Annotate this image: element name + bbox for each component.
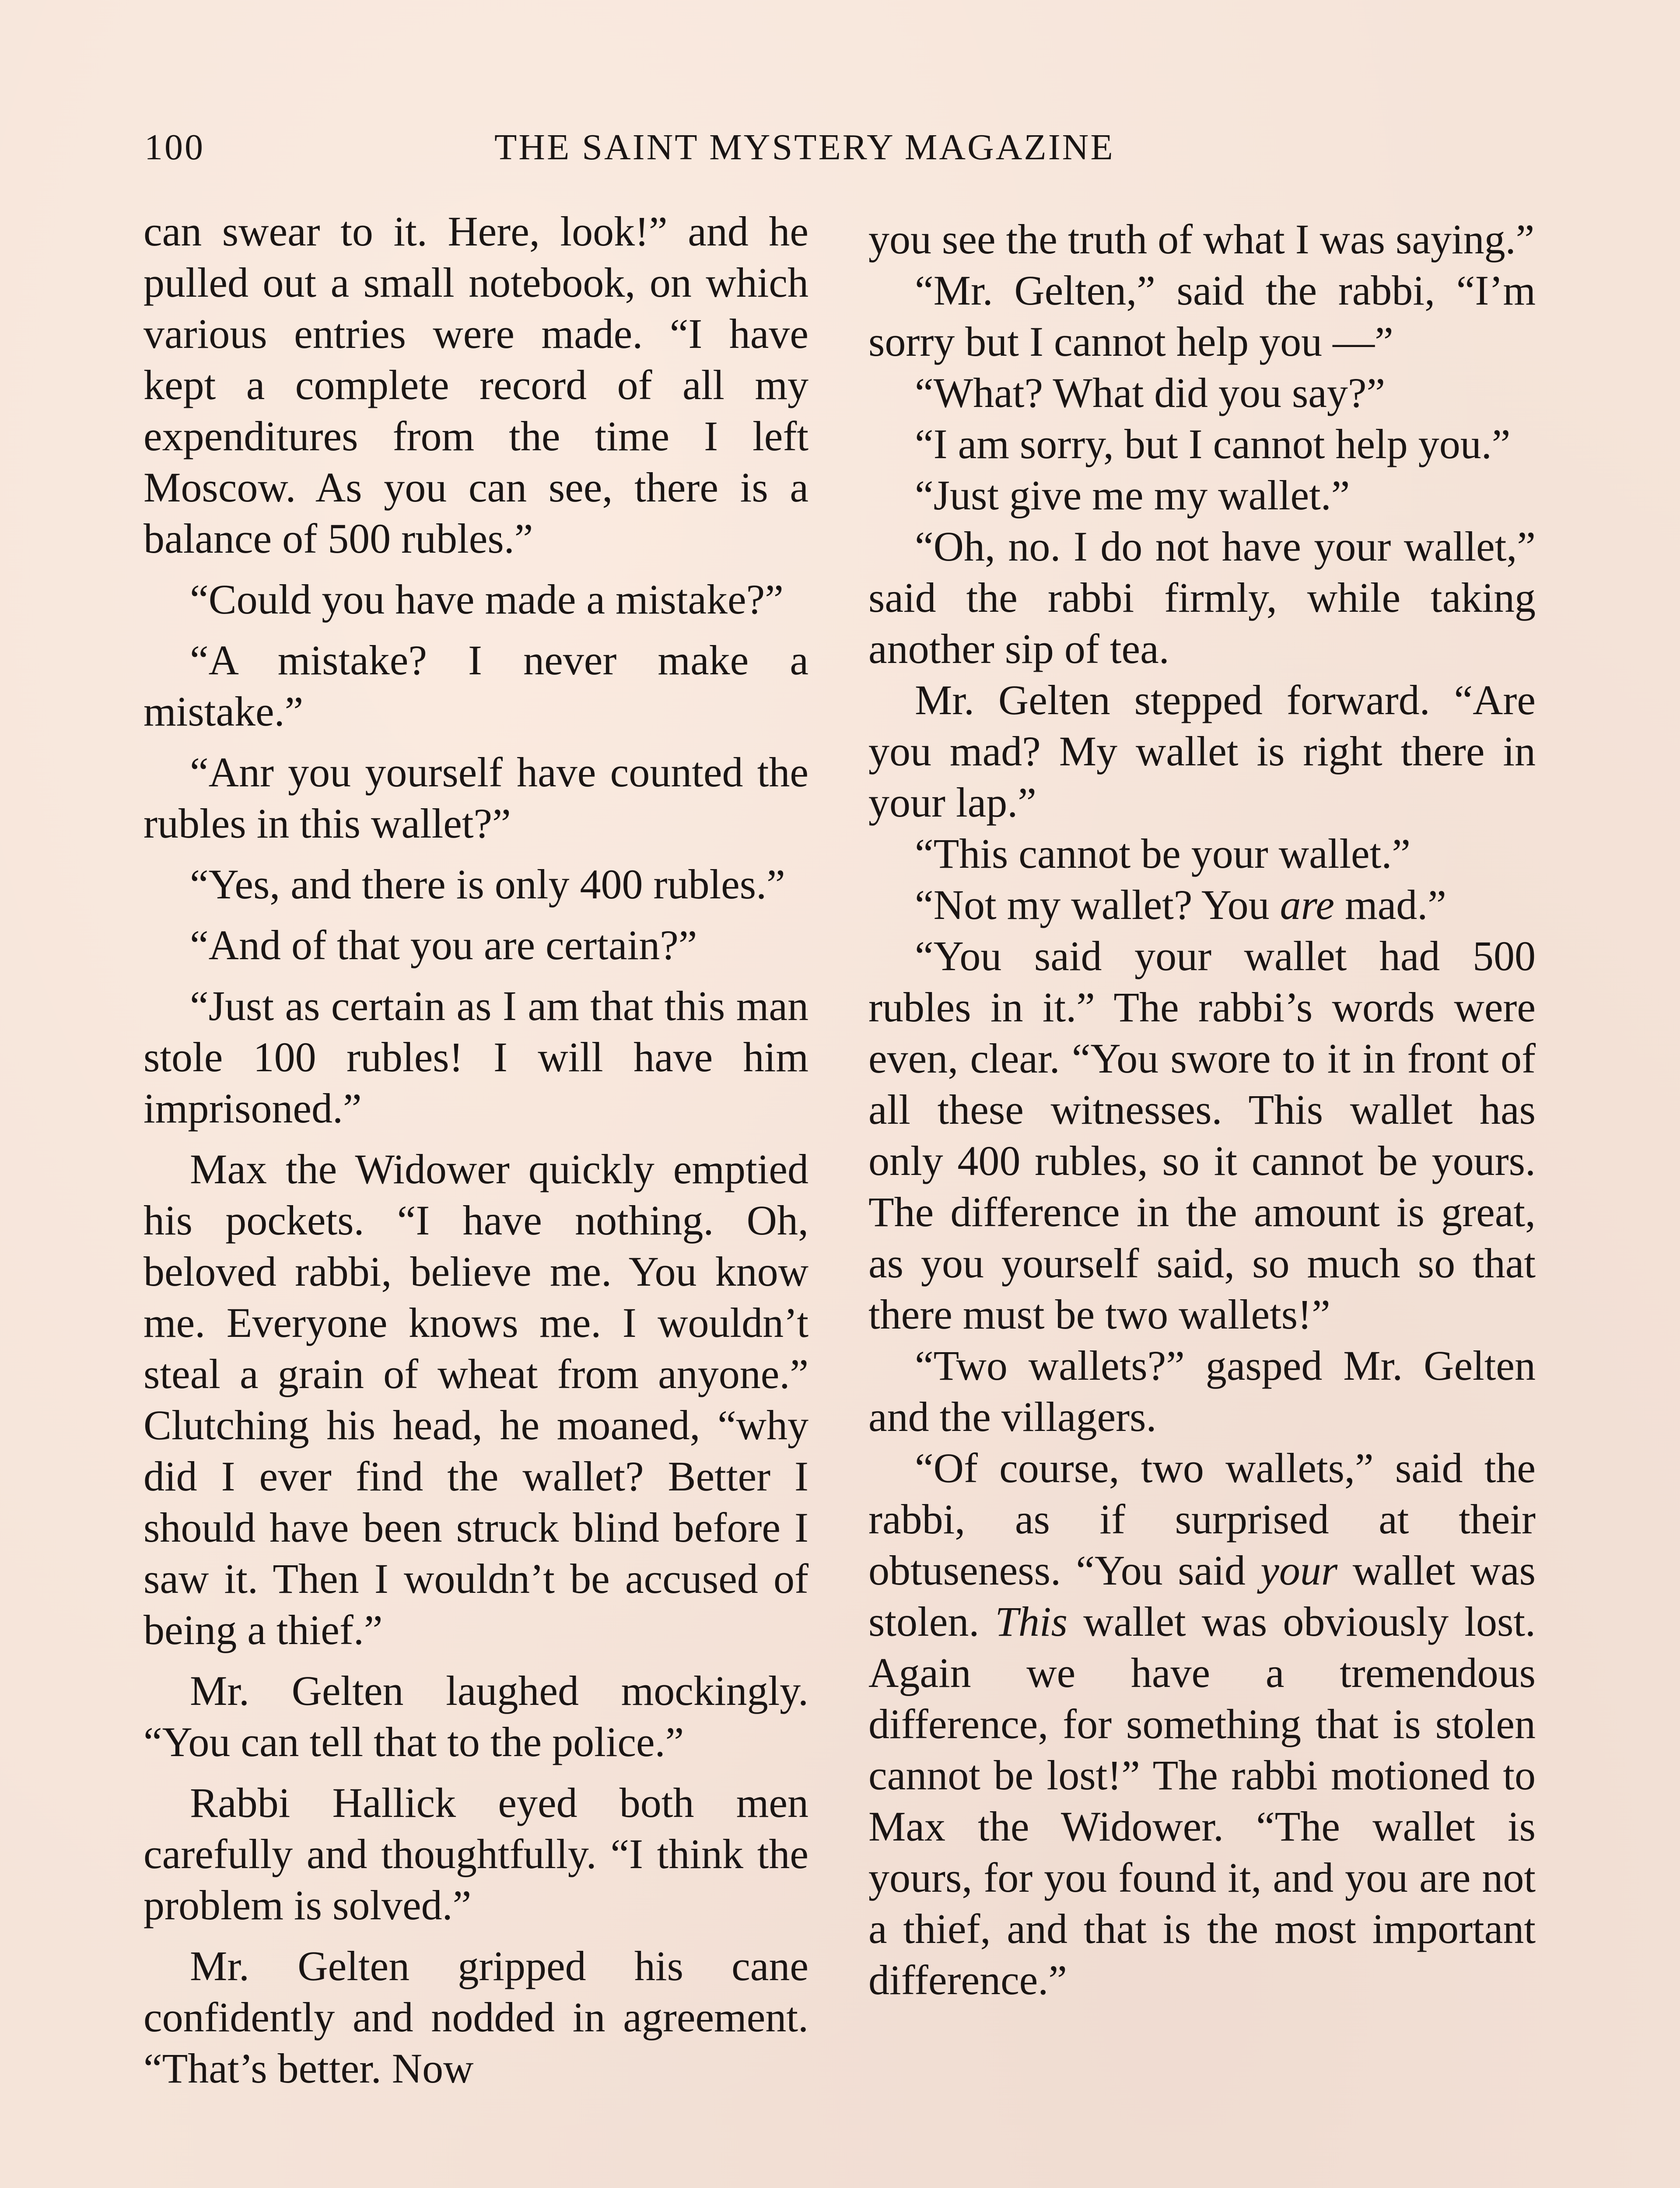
- emphasized-word: your: [1260, 1547, 1338, 1594]
- paragraph: can swear to it. Here, look!” and he pulled out a small notebook, on which various entries were made. “I have kept a complete record of all my expenditures from the time I left Moscow. As you can see, there is a balance of 500 rubles.”: [144, 208, 808, 562]
- paragraph: “This cannot be your wallet.”: [915, 830, 1410, 877]
- page-number: 100: [144, 127, 205, 168]
- paragraph: “A mistake? I never make a mistake.”: [144, 637, 808, 735]
- paragraph-with-emphasis: [868, 879, 1536, 930]
- emphasized-word: are: [1280, 881, 1335, 928]
- paragraph: “Mr. Gelten,” said the rabbi, “I’m sorry but I cannot help you —”: [868, 267, 1536, 365]
- paragraph: Rabbi Hallick eyed both men carefully and thoughtfully. “I think the problem is solved.”: [144, 1779, 808, 1929]
- paragraph: Mr. Gelten laughed mockingly. “You can tell that to the police.”: [144, 1667, 808, 1765]
- text-run: wallet was stolen.: [868, 1547, 1536, 1645]
- paragraph: “Just as certain as I am that this man stole 100 rubles! I will have him imprisoned.”: [144, 982, 808, 1132]
- text-run: “Not my wallet? You: [915, 881, 1280, 928]
- running-head-title: THE SAINT MYSTERY MAGAZINE: [494, 127, 1115, 168]
- paragraph: “Two wallets?” gasped Mr. Gelten and the villagers.: [868, 1342, 1536, 1440]
- paragraph: “Could you have made a mistake?”: [190, 576, 784, 623]
- paragraph: “Yes, and there is only 400 rubles.”: [190, 861, 785, 908]
- paragraph-with-emphasis: [868, 1442, 1536, 2006]
- text-run: “Of course, two wallets,” said the rabbi, as if surprised at their obtuseness. “You said: [868, 1445, 1536, 1594]
- paragraph: Max the Widower quickly emptied his pockets. “I have nothing. Oh, beloved rabbi, believe me. You know me. Everyone knows me. I wouldn’t steal a grain of wheat from anyone.” Clutching his head, he moaned, “why did I ever find the wallet? Better I should have been struck blind before I saw it. Then I wouldn’t be accused of being a thief.”: [144, 1146, 808, 1653]
- paragraph: “Oh, no. I do not have your wallet,” said the rabbi firmly, while taking another sip of tea.: [868, 523, 1536, 672]
- paragraph: you see the truth of what I was saying.”: [868, 216, 1535, 263]
- text-run: wallet was obviously lost. Again we have a tremendous difference, for something that is stolen cannot be lost!” The rabbi motioned to Max the Widower. “The wallet is yours, for you found it, and you are not a thief, and that is the most important difference.”: [868, 1598, 1536, 2003]
- left-text-column: [144, 206, 808, 2104]
- paragraph: “What? What did you say?”: [915, 369, 1386, 416]
- paragraph: “You said your wallet had 500 rubles in it.” The rabbi’s words were even, clear. “You swore to it in front of all these witnesses. This wallet has only 400 rubles, so it cannot be yours. The difference in the amount is great, as you yourself said, so much so that there must be two wallets!”: [868, 933, 1536, 1338]
- right-text-column: [868, 214, 1536, 2006]
- paragraph: Mr. Gelten gripped his cane confidently and nodded in agreement. “That’s better. Now: [144, 1943, 808, 2092]
- paragraph: “Anr you yourself have counted the rubles in this wallet?”: [144, 749, 808, 847]
- paragraph: “Just give me my wallet.”: [915, 472, 1350, 519]
- paragraph: “And of that you are certain?”: [190, 922, 697, 968]
- paragraph: “I am sorry, but I cannot help you.”: [915, 421, 1511, 467]
- text-run: mad.”: [1334, 881, 1446, 928]
- page-header: [144, 126, 1536, 179]
- paragraph: Mr. Gelten stepped forward. “Are you mad? My wallet is right there in your lap.”: [868, 677, 1536, 826]
- emphasized-word: This: [995, 1598, 1068, 1645]
